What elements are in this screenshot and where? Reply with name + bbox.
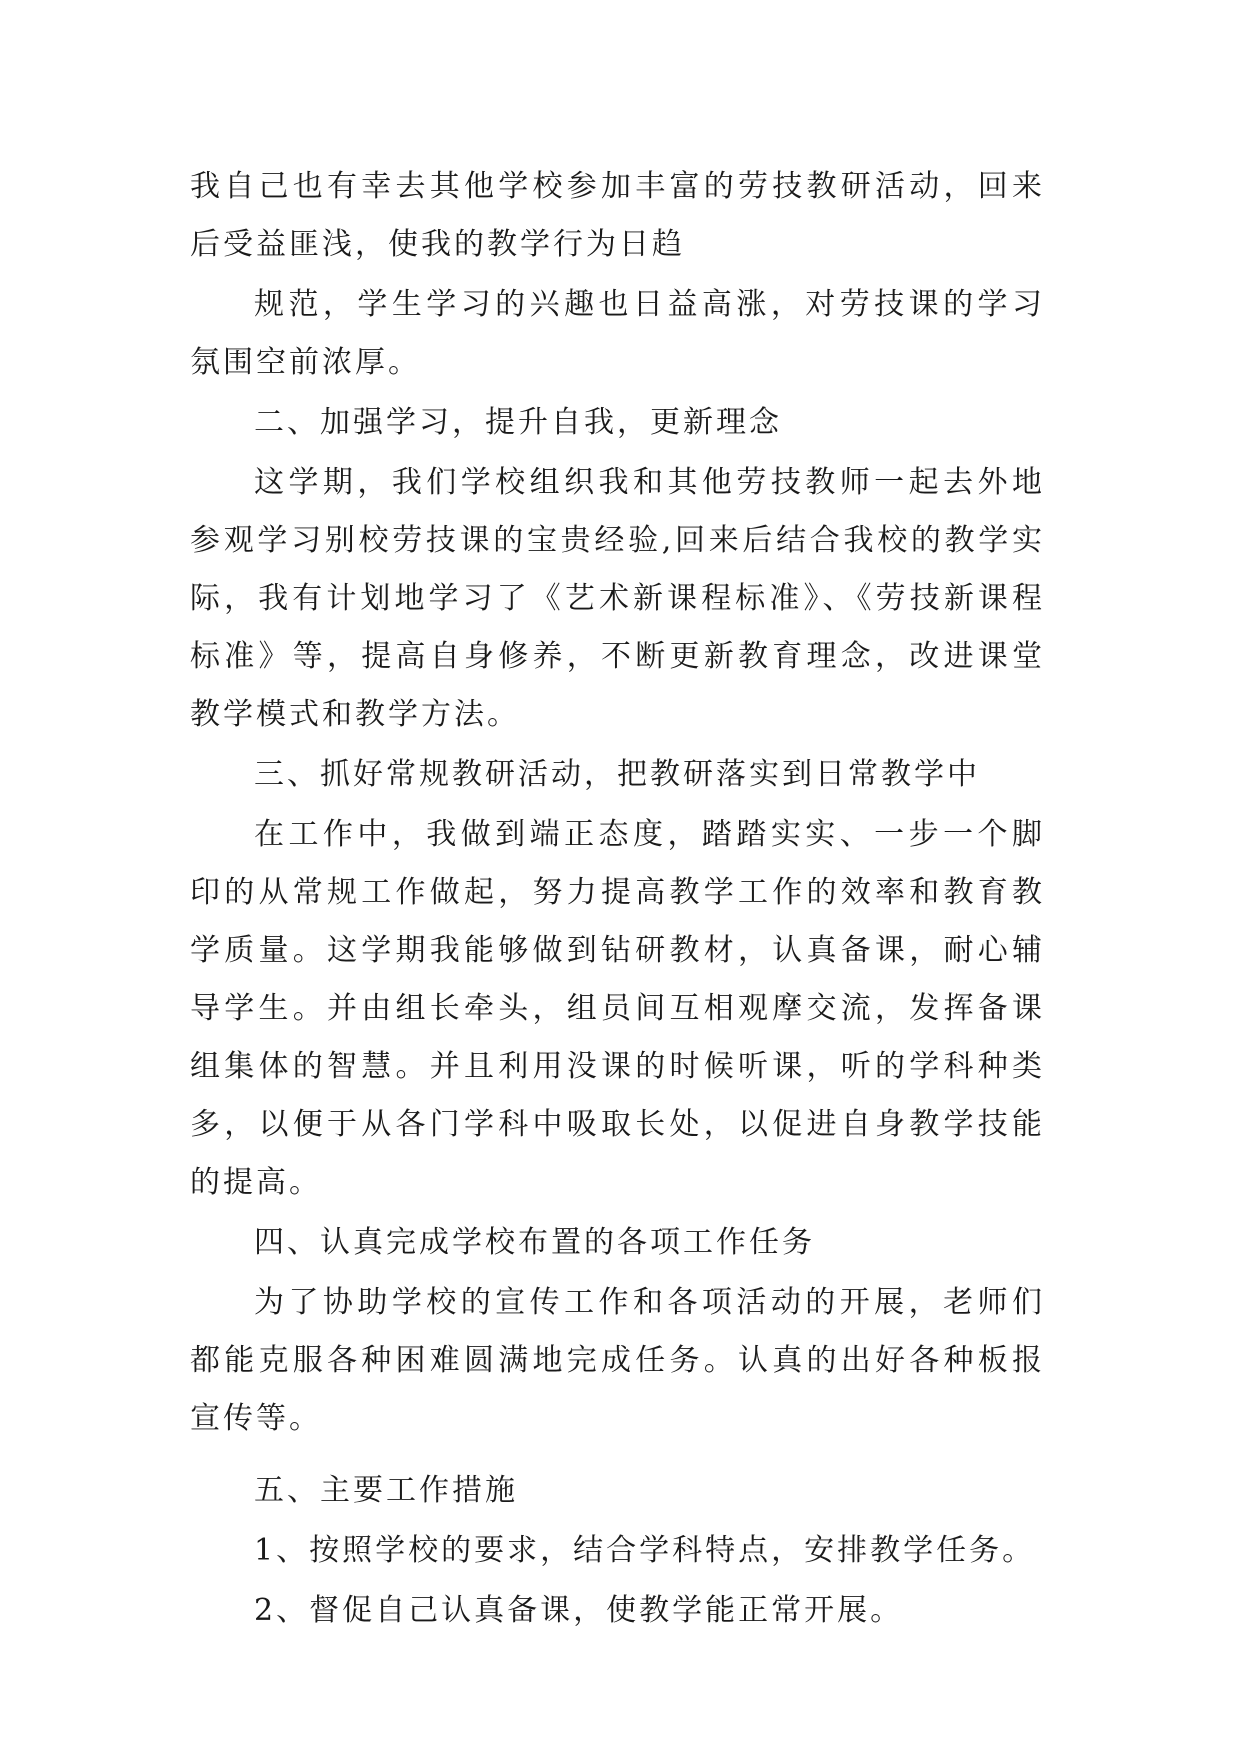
document-page [190,158,1045,1640]
list-item-1: 1、按照学校的要求，结合学科特点，安排教学任务。 [254,1533,1036,1568]
section-heading-3: 三、抓好常规教研活动，把教研落实到日常教学中 [254,757,980,792]
body-paragraph-2: 规范，学生学习的兴趣也日益高涨，对劳技课的学习氛围空前浓厚。 [190,287,1045,380]
body-paragraph-1: 我自己也有幸去其他学校参加丰富的劳技教研活动，回来后受益匪浅，使我的教学行为日趋 [190,169,1045,262]
section-heading-4: 四、认真完成学校布置的各项工作任务 [254,1225,815,1260]
body-paragraph-4: 在工作中，我做到端正态度，踏踏实实、一步一个脚印的从常规工作做起，努力提高教学工作的效率和教育教学质量。这学期我能够做到钻研教材，认真备课，耐心辅导学生。并由组长牵头，组员间互相观摩交流，发挥备课组集体的智慧。并且利用没课的时候听课，听的学科种类多，以便于从各门学科中吸取长处，以促进自身教学技能的提高。 [190,817,1045,1200]
list-item-2: 2、督促自己认真备课，使教学能正常开展。 [254,1593,904,1628]
section-heading-2: 二、加强学习，提升自我，更新理念 [254,405,782,440]
body-paragraph-3: 这学期，我们学校组织我和其他劳技教师一起去外地参观学习别校劳技课的宝贵经验,回来后结合我校的教学实际，我有计划地学习了《艺术新课程标准》、《劳技新课程标准》等，提高自身修养，不断更新教育理念，改进课堂教学模式和教学方法。 [190,465,1045,732]
body-paragraph-5: 为了协助学校的宣传工作和各项活动的开展，老师们都能克服各种困难圆满地完成任务。认真的出好各种板报宣传等。 [190,1285,1045,1436]
section-heading-5: 五、主要工作措施 [254,1473,518,1508]
